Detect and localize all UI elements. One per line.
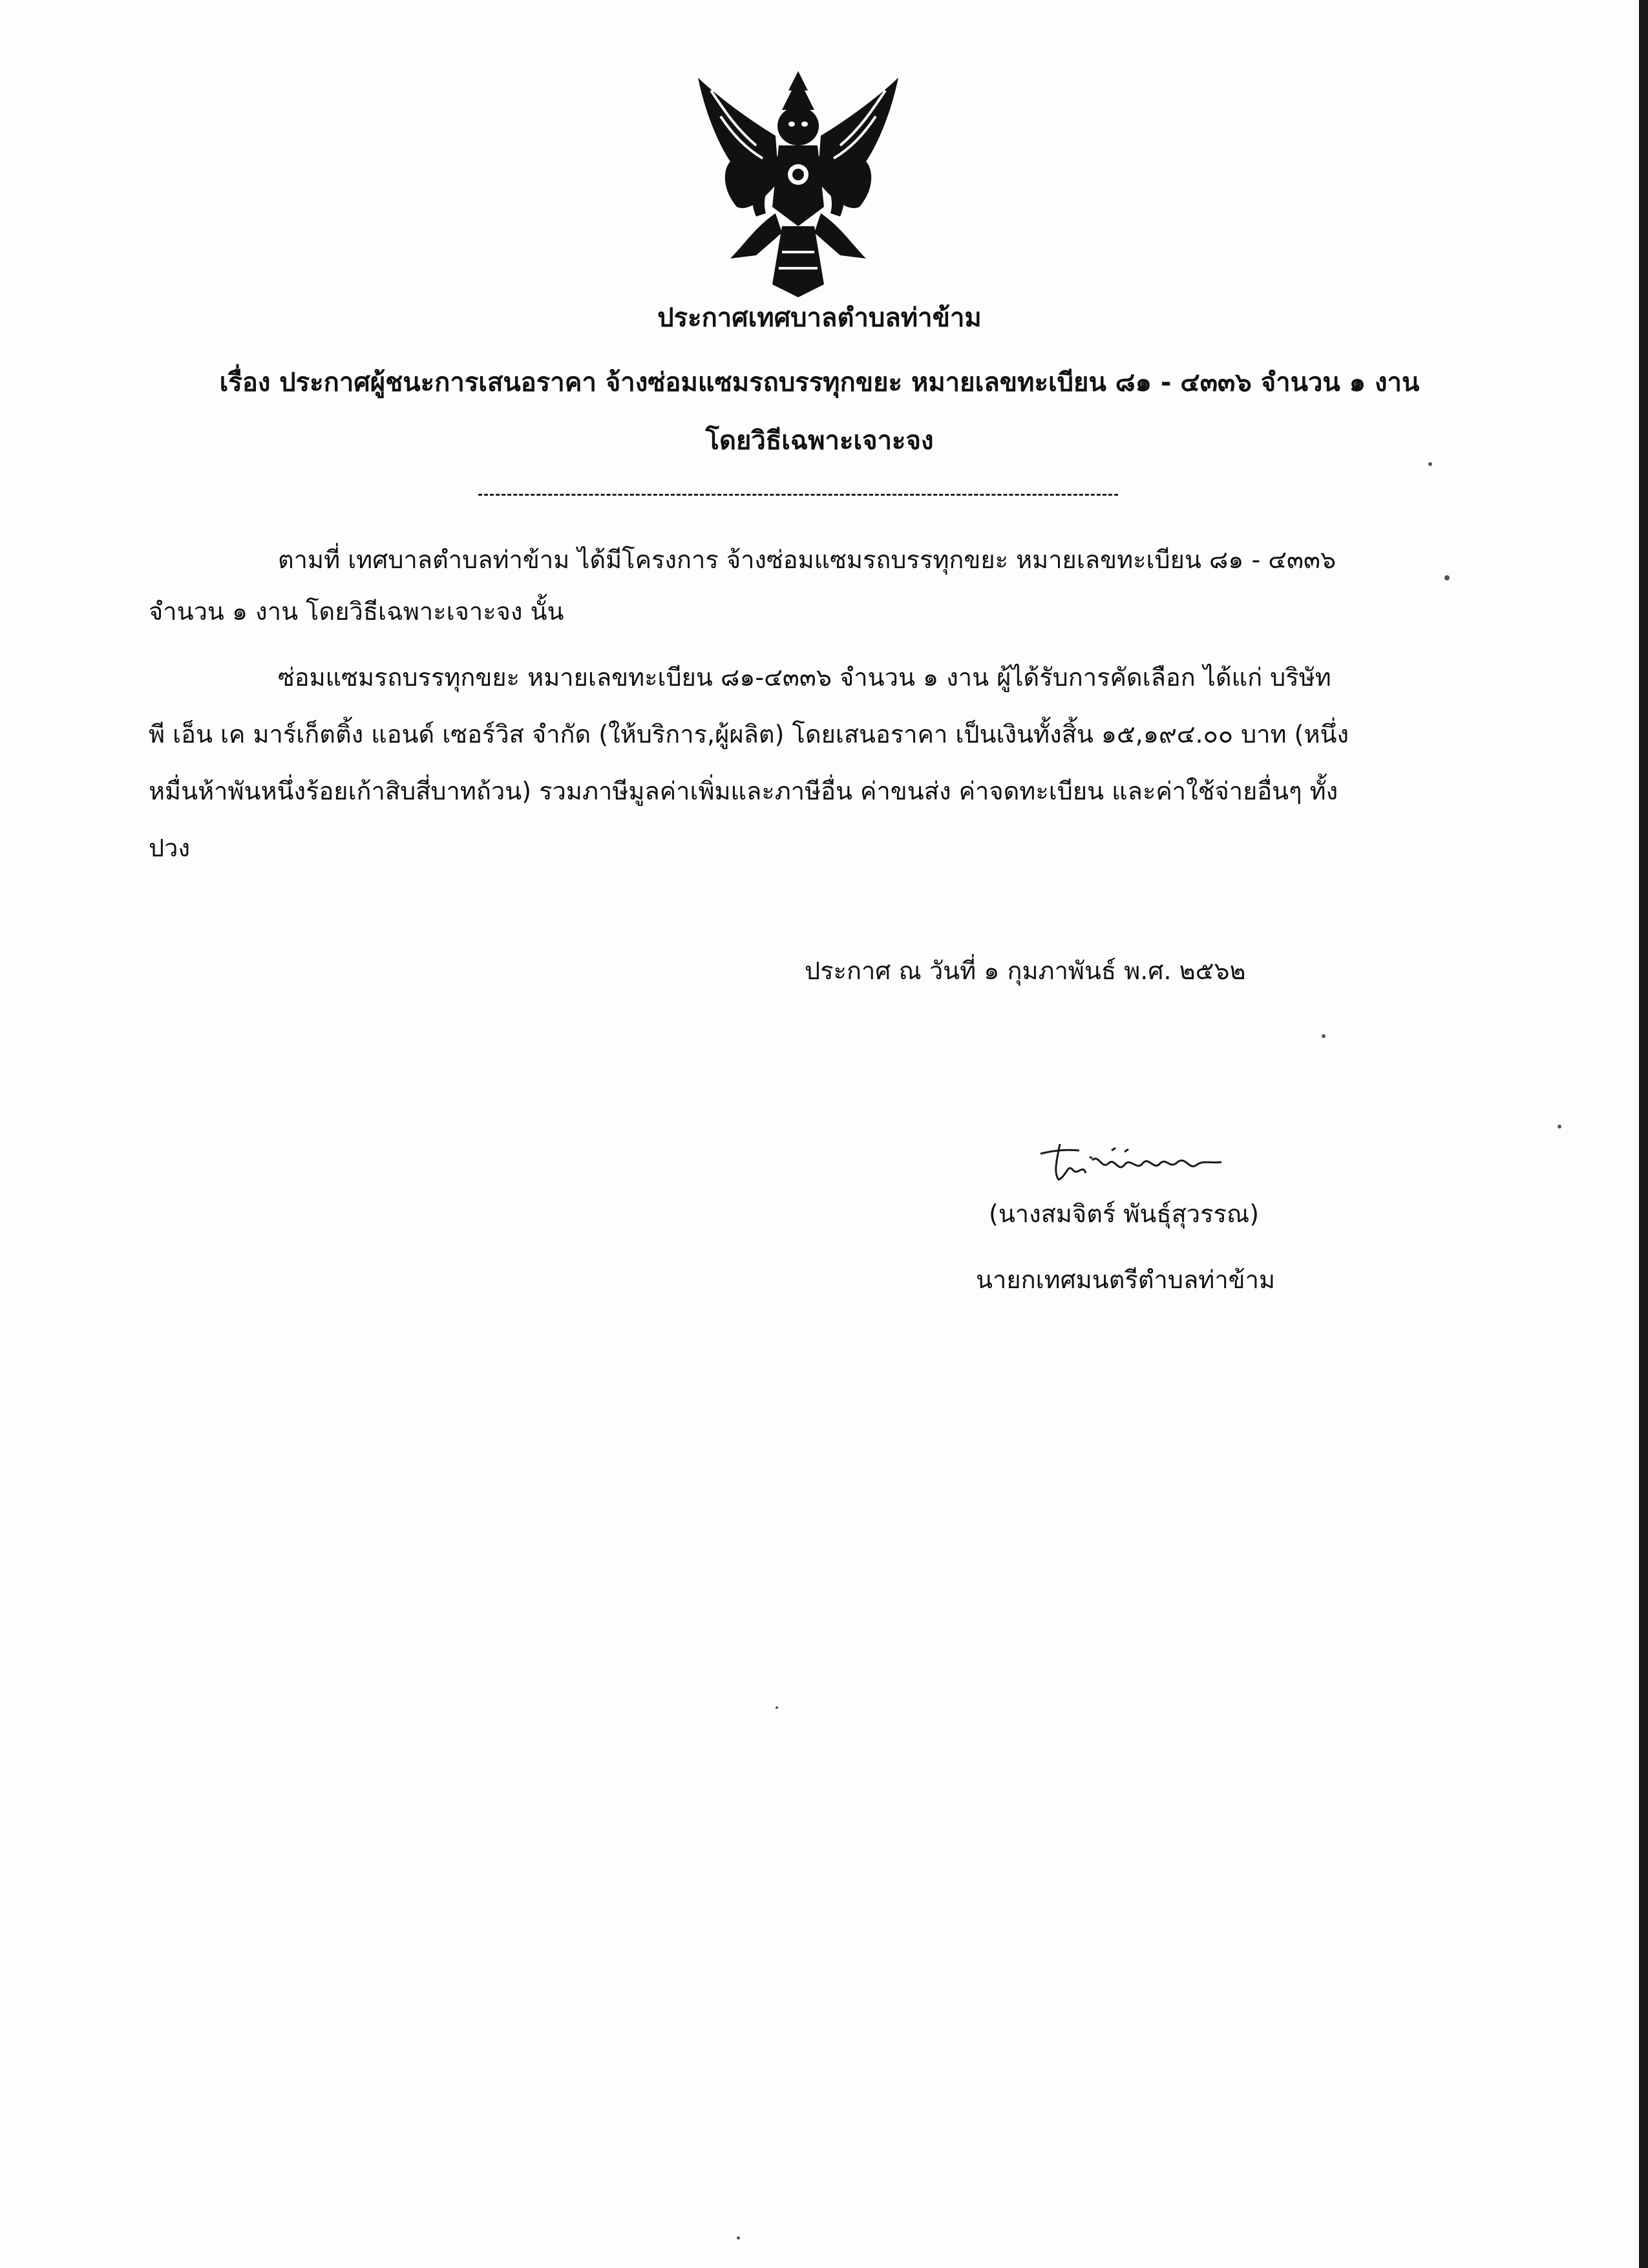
scan-speck <box>776 1706 778 1709</box>
scan-speck <box>1322 1034 1326 1038</box>
scan-speck <box>1558 1125 1561 1129</box>
scan-speck <box>737 2236 740 2240</box>
announcement-title: ประกาศเทศบาลตำบลท่าข้าม <box>657 303 982 333</box>
paragraph-2-line-4: ปวง <box>149 834 191 862</box>
scan-speck <box>1444 575 1450 580</box>
paragraph-2-line-3: หมื่นห้าพันหนึ่งร้อยเก้าสิบสี่บาทถ้วน) รวมภาษีมูลค่าเพิ่มและภาษีอื่น ค่าขนส่ง ค่าจดทะเบียน และค่าใช้จ่ายอื่นๆ ทั้ง <box>149 777 1338 805</box>
garuda-emblem-icon <box>685 65 911 304</box>
handwritten-signature <box>1028 1125 1234 1189</box>
paragraph-2-line-2: พี เอ็น เค มาร์เก็ตติ้ง แอนด์ เซอร์วิส จำกัด (ให้บริการ,ผู้ผลิต) โดยเสนอราคา เป็นเงินทั้งสิ้น ๑๕,๑๙๔.๐๐ บาท (หนึ่ง <box>149 720 1349 748</box>
scan-speck <box>1428 462 1432 466</box>
announcement-date: ประกาศ ณ วันที่ ๑ กุมภาพันธ์ พ.ศ. ๒๕๖๒ <box>805 957 1246 985</box>
paragraph-1-line-1: ตามที่ เทศบาลตำบลท่าข้าม ได้มีโครงการ จ้างซ่อมแซมรถบรรทุกขยะ หมายเลขทะเบียน ๘๑ - ๔๓๓๖ <box>278 546 1336 574</box>
paragraph-1-line-2: จำนวน ๑ งาน โดยวิธีเฉพาะเจาะจง นั้น <box>149 597 564 626</box>
announcement-subject: เรื่อง ประกาศผู้ชนะการเสนอราคา จ้างซ่อมแซมรถบรรทุกขยะ หมายเลขทะเบียน ๘๑ - ๔๓๓๖ จำนวน ๑ งาน <box>219 368 1420 397</box>
scan-edge <box>1639 0 1648 2268</box>
procurement-method: โดยวิธีเฉพาะเจาะจง <box>705 426 934 456</box>
signer-title: นายกเทศมนตรีตำบลท่าข้าม <box>976 1266 1276 1294</box>
paragraph-2-line-1: ซ่อมแซมรถบรรทุกขยะ หมายเลขทะเบียน ๘๑-๔๓๓๖ จำนวน ๑ งาน ผู้ได้รับการคัดเลือก ได้แก่ บริษัท <box>278 663 1331 692</box>
signer-name: (นางสมจิตร์ พันธุ์สุวรรณ) <box>989 1200 1260 1228</box>
divider <box>478 494 1118 496</box>
